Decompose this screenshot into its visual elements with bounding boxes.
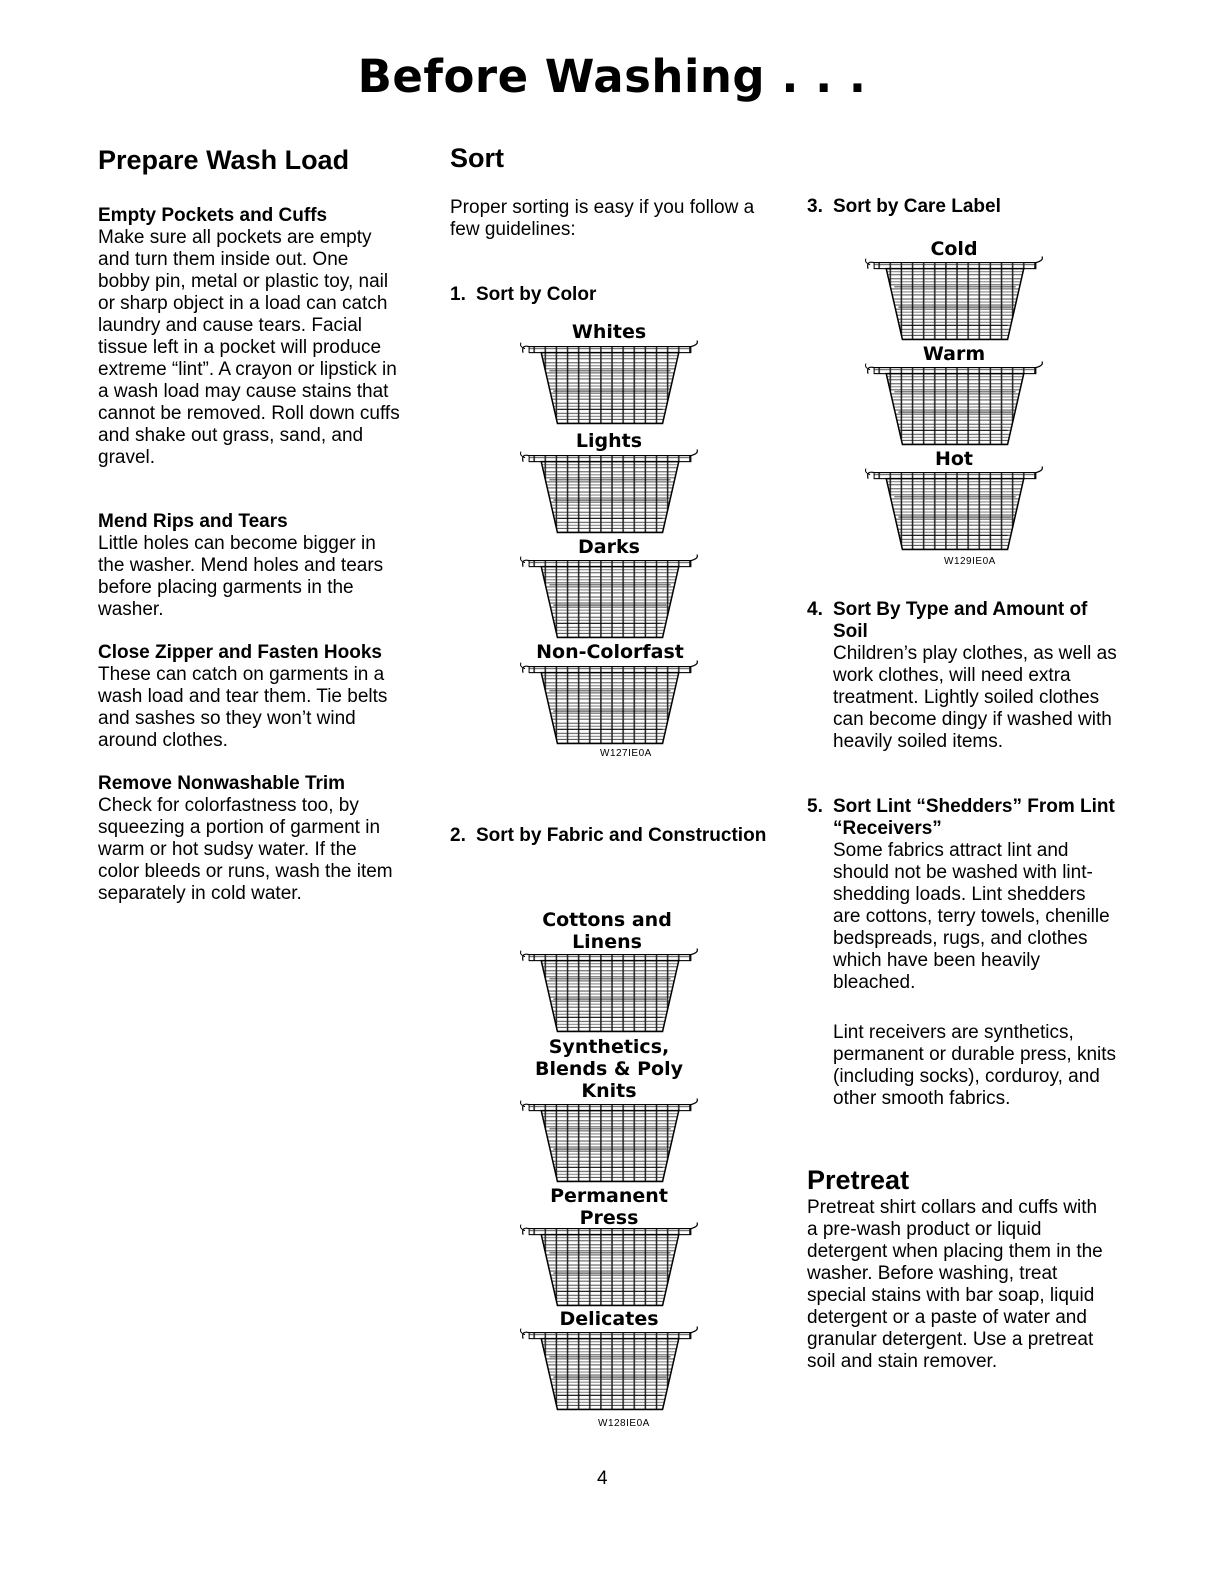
step-number: 5.	[807, 796, 823, 817]
basket-image	[519, 1098, 701, 1184]
step-number: 1.	[450, 284, 466, 305]
basket-label: Cottons and Linens	[542, 909, 672, 953]
basket-label: Whites	[571, 321, 647, 343]
section-text: Make sure all pockets are empty and turn them inside out. One bobby pin, metal or plastic toy, nail or sharp object in a load can catch laundry and cause tears. Facial tissue left in a pocket will produce extreme “lint”. A crayon or lipstick in a wash load may cause stains that cannot be removed. Roll down cuffs and shake out grass, sand, and gravel.	[98, 227, 400, 468]
section-title: Empty Pockets and Cuffs	[98, 205, 328, 226]
figure-code: W129IE0A	[944, 556, 996, 567]
section-text: Little holes can become bigger in the washer. Mend holes and tears before placing garments in the washer.	[98, 533, 384, 620]
step-number: 4.	[807, 599, 823, 620]
step-2	[450, 825, 770, 847]
basket-image	[864, 361, 1046, 447]
step-title: Sort by Color	[476, 284, 597, 305]
prepare-section	[98, 205, 403, 469]
basket-label: Delicates	[559, 1308, 659, 1330]
step-title: Sort By Type and Amount of Soil	[833, 599, 1088, 642]
basket-image	[519, 948, 701, 1034]
step-number: 2.	[450, 825, 466, 846]
basket-label: Lights	[575, 430, 643, 452]
basket-image	[864, 256, 1046, 342]
step-title: Sort by Care Label	[833, 196, 1001, 217]
section-title: Close Zipper and Fasten Hooks	[98, 642, 382, 663]
prepare-section	[98, 511, 403, 621]
figure-code: W127IE0A	[600, 748, 652, 759]
step-5	[807, 796, 1117, 1110]
step-number: 3.	[807, 196, 823, 217]
section-title: Mend Rips and Tears	[98, 511, 288, 532]
basket-label: Cold	[930, 238, 978, 260]
step-title: Sort Lint “Shedders” From Lint “Receivers”	[833, 796, 1115, 839]
basket-label: Warm	[922, 343, 986, 365]
step-1	[450, 284, 770, 306]
step-4	[807, 599, 1117, 753]
step-title: Sort by Fabric and Construction	[476, 825, 767, 846]
pretreat-text: Pretreat shirt collars and cuffs with a pre-wash product or liquid detergent when placing them in the washer. Before washing, treat special stains with bar soap, liquid detergent or a paste of water and granular detergent. Use a pretreat soil and stain remover.	[807, 1197, 1103, 1372]
basket-image	[519, 449, 701, 535]
sort-intro: Proper sorting is easy if you follow a few guidelines:	[450, 197, 755, 240]
basket-image	[519, 340, 701, 426]
section-text: Check for colorfastness too, by squeezing a portion of garment in warm or hot sudsy water. If the color bleeds or runs, wash the item separately in cold water.	[98, 795, 393, 904]
step-text: Children’s play clothes, as well as work clothes, will need extra treatment. Lightly soiled clothes can become dingy if washed with heavily soiled items.	[833, 643, 1117, 752]
prepare-section	[98, 642, 408, 752]
step-text: Some fabrics attract lint and should not be washed with lint-shedding loads. Lint shedders are cottons, terry towels, chenille bedspreads, rugs, and clothes which have been heavily bleached.	[833, 840, 1110, 993]
prepare-heading: Prepare Wash Load	[98, 145, 350, 175]
basket-label: Darks	[578, 536, 640, 558]
basket-label: Synthetics, Blends & Poly Knits	[535, 1036, 683, 1102]
step-text: Lint receivers are synthetics, permanent or durable press, knits (including socks), corduroy, and other smooth fabrics.	[833, 1022, 1117, 1109]
page-number: 4	[597, 1468, 608, 1489]
basket-label: Hot	[934, 448, 974, 470]
basket-image	[519, 660, 701, 746]
page-title: Before Washing . . .	[357, 50, 867, 103]
basket-label: Permanent Press	[550, 1185, 668, 1229]
prepare-section	[98, 773, 403, 905]
section-text: These can catch on garments in a wash load and tear them. Tie belts and sashes so they won’t wind around clothes.	[98, 664, 388, 751]
step-3	[807, 196, 1117, 218]
figure-code: W128IE0A	[598, 1418, 650, 1429]
section-title: Remove Nonwashable Trim	[98, 773, 346, 794]
basket-label: Non-Colorfast	[536, 641, 684, 663]
basket-image	[864, 466, 1046, 552]
basket-image	[519, 1222, 701, 1308]
basket-image	[519, 554, 701, 640]
sort-heading: Sort	[450, 143, 504, 173]
pretreat-heading: Pretreat	[807, 1165, 910, 1195]
basket-image	[519, 1326, 701, 1412]
